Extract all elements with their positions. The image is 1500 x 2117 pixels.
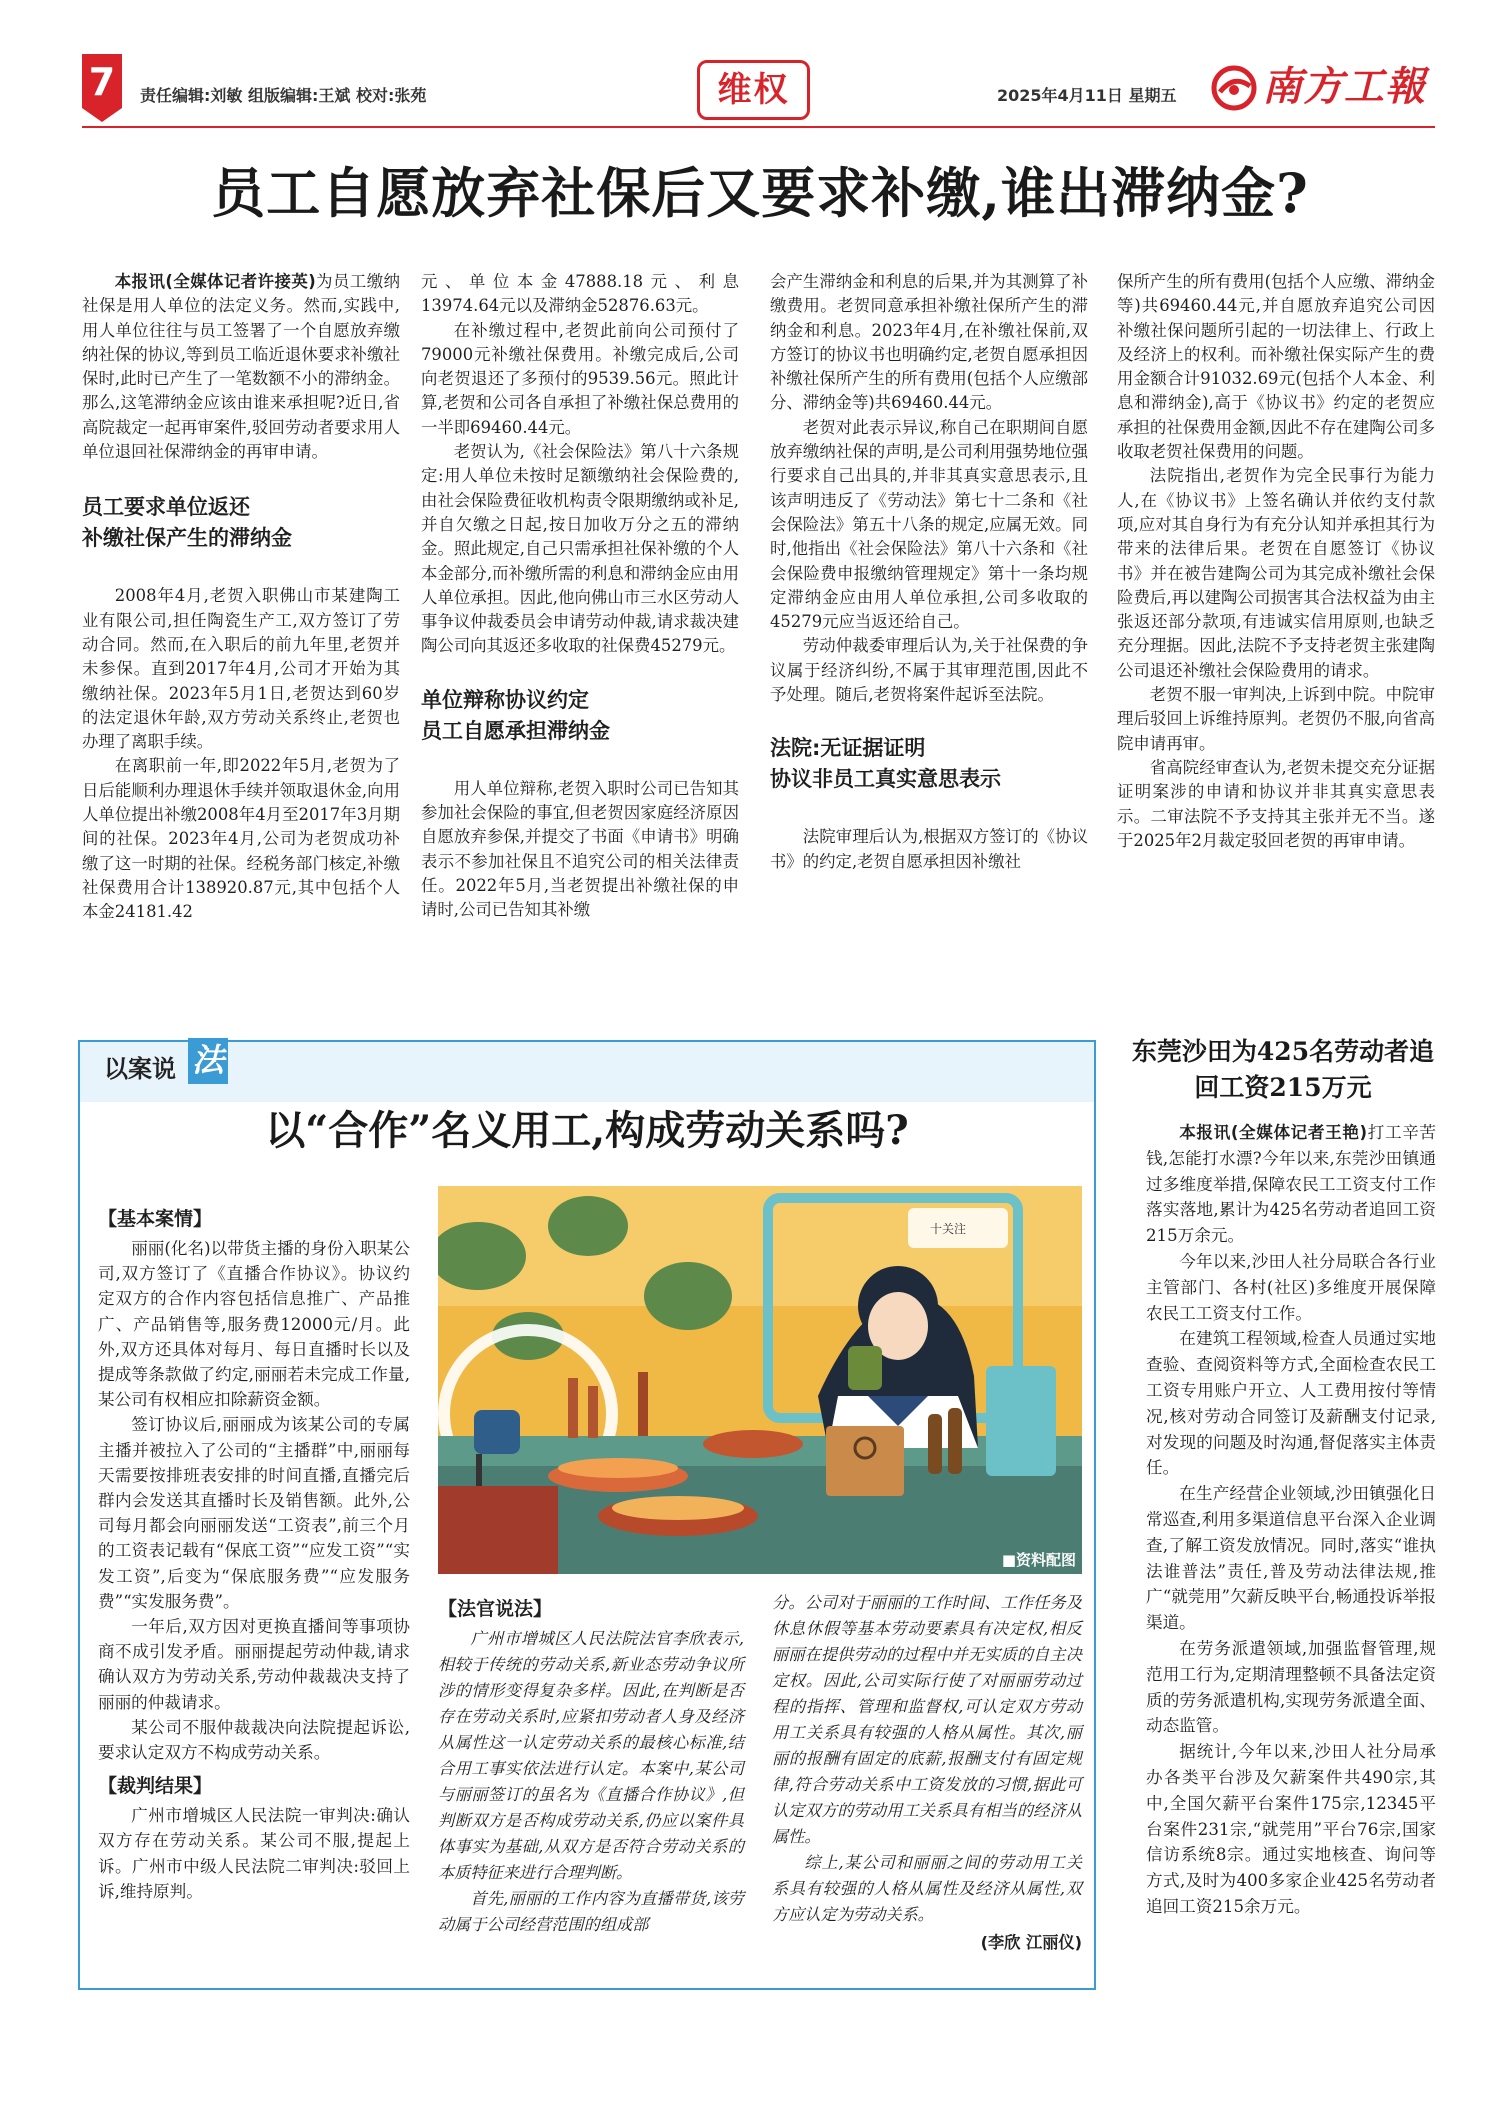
lead-byline: 本报讯(全媒体记者许接英) — [114, 272, 316, 291]
facts-p1: 丽丽(化名)以带货主播的身份入职某公司,双方签订了《直播合作协议》。协议约定双方的合作内容包括信息推广、产品推广、产品销售等,服务费12000元/月。此外,双方还具体对每月、每日直播时长以及提成等条款做了约定,丽丽若未完成工作量,某公司有权相应扣除薪资金额。 — [98, 1239, 410, 1410]
judge-byline: (李欣 江丽仪) — [980, 1933, 1082, 1952]
case-box-title: 以“合作”名义用工,构成劳动关系吗? — [265, 1107, 909, 1154]
illustration-tag: 十关注 — [930, 1222, 967, 1236]
case-box-label: 以案说 — [104, 1055, 176, 1083]
subhead-3: 法院:无证据证明 协议非员工真实意思表示 — [770, 736, 1001, 792]
staff-credits: 责任编辑:刘敏 组版编辑:王斌 校对:张苑 — [140, 86, 427, 105]
facts-p2: 签订协议后,丽丽成为该某公司的专属主播并被拉入了公司的“主播群”中,丽丽每天需要按排班表安排的时间直播,直播完后群内会发送其直播时长及销售额。此外,公司每月都会向丽丽发送“工资表”,前三个月的工资表记载有“保底工资”“应发工资”“实发工资”,后变为“保底服务费”“应发服务费”“实发服务费”。 — [98, 1415, 410, 1611]
logo-emblem-icon — [1210, 64, 1258, 112]
side-p1: 今年以来,沙田人社分局联合各行业主管部门、各村(社区)多维度开展保障农民工工资支付工作。 — [1146, 1251, 1436, 1323]
side-p2: 在建筑工程领域,检查人员通过实地查验、查阅资料等方式,全面检查农民工工资专用账户开立、人工费用按付等情况,核对劳动合同签订及薪酬支付记录,对发现的问题及时沟通,督促落实主体责任。 — [1146, 1329, 1436, 1478]
lead-col2-p2: 老贺认为,《社会保险法》第八十六条规定:用人单位未按时足额缴纳社会保险费的,由社会保险费征收机构责令限期缴纳或补足,并自欠缴之日起,按日加收万分之五的滞纳金。照此规定,自己只需承担社保补缴的个人本金部分,而补缴所需的利息和滞纳金应由用人单位承担。因此,他向佛山市三水区劳动人事争议仲裁委员会申请劳动仲裁,请求裁决建陶公司向其返还多收取的社保费45279元。 — [421, 442, 739, 656]
facts-p3: 一年后,双方因对更换直播间等事项协商不成引发矛盾。丽丽提起劳动仲裁,请求确认双方为劳动关系,劳动仲裁裁决支持了丽丽的仲裁请求。 — [98, 1617, 410, 1712]
result-p1: 广州市增城区人民法院一审判决:确认双方存在劳动关系。某公司不服,提起上诉。广州市中级人民法院二审判决:驳回上诉,维持原判。 — [98, 1806, 410, 1901]
side-headline: 东莞沙田为425名劳动者追回工资215万元 — [1131, 1037, 1435, 1102]
lead-col4-p3: 省高院经审查认为,老贺未提交充分证据证明案涉的申请和协议并非其真实意思表示。二审法院不予支持其主张并无不当。遂于2025年2月裁定驳回老贺的再审申请。 — [1117, 757, 1435, 850]
judge-p2: 首先,丽丽的工作内容为直播带货,该劳动属于公司经营范围的组成部 — [438, 1889, 744, 1934]
case-box — [78, 1040, 1096, 1990]
masthead-logo — [1210, 62, 1435, 114]
lead-col4-p2: 老贺不服一审判决,上诉到中院。中院审理后驳回上诉维持原判。老贺仍不服,向省高院申请再审。 — [1117, 685, 1435, 753]
result-heading: 【裁判结果】 — [98, 1775, 213, 1798]
lead-col-1 — [82, 270, 400, 925]
side-p4: 在劳务派遣领域,加强监督管理,规范用工行为,定期清理整顿不具备法定资质的劳务派遣机构,实现劳务派遣全面、动态监管。 — [1146, 1638, 1436, 1736]
side-p5: 据统计,今年以来,沙田人社分局承办各类平台涉及欠薪案件共490宗,其中,全国欠薪平台案件175宗,12345平台案件231宗,“就莞用”平台76宗,国家信访系统8宗。通过实地核查、询问等方式,及时为400多家企业425名劳动者追回工资215余万元。 — [1146, 1742, 1436, 1916]
lead-col3-p2: 劳动仲裁委审理后认为,关于社保费的争议属于经济纠纷,不属于其审理范围,因此不予处理。随后,老贺将案件起诉至法院。 — [770, 636, 1088, 705]
side-intro: 本报讯(全媒体记者王艳)打工辛苦钱,怎能打水漂?今年以来,东莞沙田镇通过多维度举措,保障农民工工资支付工作落实落地,累计为425名劳动者追回工资215万余元。 — [1146, 1123, 1437, 1246]
judge-p3: 分。公司对于丽丽的工作时间、工作任务及休息休假等基本劳动要素具有决定权,相反丽丽在提供劳动的过程中并无实质的自主决定权。因此,公司实际行使了对丽丽劳动过程的指挥、管理和监督权,可认定双方劳动用工关系具有较强的人格从属性。其次,丽丽的报酬有固定的底薪,报酬支付有固定规律,符合劳动关系中工资发放的习惯,据此可认定双方的劳动用工关系具有相当的经济从属性。 — [772, 1593, 1082, 1846]
illustration — [438, 1186, 1082, 1574]
lead-intro: 本报讯(全媒体记者许接英)为员工缴纳社保是用人单位的法定义务。然而,实践中,用人单位往往与员工签署了一个自愿放弃缴纳社保的协议,等到员工临近退休要求补缴社保时,此时已产生了一笔数额不小的滞纳金。那么,这笔滞纳金应该由谁来承担呢?近日,省高院裁定一起再审案件,驳回劳动者要求用人单位退回社保滞纳金的再审申请。 — [82, 272, 400, 462]
side-byline: 本报讯(全媒体记者王艳) — [1179, 1123, 1368, 1142]
facts-p4: 某公司不服仲裁裁决向法院提起诉讼,要求认定双方不构成劳动关系。 — [98, 1717, 410, 1763]
image-caption: ■资料配图 — [1001, 1551, 1076, 1569]
lead-col2-p1: 在补缴过程中,老贺此前向公司预付了79000元补缴社保费用。补缴完成后,公司向老贺退还了多预付的9539.56元。照此计算,老贺和公司各自承担了补缴社保总费用的一半即69460.44元。 — [421, 320, 739, 437]
lead-col3-p0: 会产生滞纳金和利息的后果,并为其测算了补缴费用。老贺同意承担补缴社保所产生的滞纳金和利息。2023年4月,在补缴社保前,双方签订的协议书也明确约定,老贺自愿承担因补缴社保所产生的所有费用(包括个人应缴部分、滞纳金等)共69460.44元。 — [770, 272, 1088, 413]
case-box-head-tint — [80, 1042, 1094, 1102]
lead-col4-p1: 法院指出,老贺作为完全民事行为能力人,在《协议书》上签名确认并依约支付款项,应对其自身行为有充分认知并承担其行为带来的法律后果。老贺在自愿签订《协议书》并在被告建陶公司为其完成补缴社会保险费后,再以建陶公司损害其合法权益为由主张返还部分款项,有违诚实信用原则,也缺乏充分理据。因此,法院不予支持老贺主张建陶公司退还补缴社会保险费用的请求。 — [1117, 466, 1435, 680]
lead-col-4 — [1117, 270, 1435, 853]
case-box-label-badge — [188, 1038, 228, 1084]
lead-col2-p3: 用人单位辩称,老贺入职时公司已告知其参加社会保险的事宜,但老贺因家庭经济原因自愿放弃参保,并提交了书面《申请书》明确表示不参加社保且不追究公司的相关法律责任。2022年5月,当老贺提出补缴社保的申请时,公司已告知其补缴 — [421, 778, 739, 920]
facts-heading: 【基本案情】 — [98, 1208, 213, 1230]
lead-col-3 — [770, 270, 1088, 874]
lead-col1-p1: 2008年4月,老贺入职佛山市某建陶工业有限公司,担任陶瓷生产工,双方签订了劳动合同。然而,在入职后的前九年里,老贺并未参保。直到2017年4月,公司才开始为其缴纳社保。2023年5月1日,老贺达到60岁的法定退休年龄,双方劳动关系终止,老贺也办理了离职手续。 — [82, 586, 400, 752]
issue-date: 2025年4月11日 星期五 — [997, 86, 1177, 105]
lead-col2-p0: 元、单位本金47888.18元、利息13974.64元以及滞纳金52876.63元。 — [421, 272, 739, 316]
lead-col3-p1: 老贺对此表示异议,称自己在职期间自愿放弃缴纳社保的声明,是公司利用强势地位强行要求自己出具的,并非其真实意思表示,且该声明违反了《劳动法》第七十二条和《社会保险法》第五十八条的规定,应属无效。同时,他指出《社会保险法》第八十六条和《社会保险费申报缴纳管理规定》第十一条均规定滞纳金应由用人单位承担,公司多收取的45279元应当返还给自己。 — [770, 417, 1088, 632]
judge-p1: 广州市增城区人民法院法官李欣表示,相较于传统的劳动关系,新业态劳动争议所涉的情形变得复杂多样。因此,在判断是否存在劳动关系时,应紧扣劳动者人身及经济从属性这一认定劳动关系的最核心标准,结合用工事实依法进行认定。本案中,某公司与丽丽签订的虽名为《直播合作协议》,但判断双方是否构成劳动关系,仍应以案件具体事实为基础,从双方是否符合劳动关系的本质特征来进行合理判断。 — [438, 1629, 744, 1882]
livestream-illustration — [438, 1186, 1082, 1574]
page-number: 7 — [88, 60, 116, 104]
case-facts-col — [98, 1200, 410, 1904]
subhead-2: 单位辩称协议约定 员工自愿承担滞纳金 — [421, 687, 610, 743]
lead-col-2 — [421, 270, 739, 923]
case-box-label-char: 法 — [191, 1041, 224, 1079]
side-p3: 在生产经营企业领域,沙田镇强化日常巡查,利用多渠道信息平台深入企业调查,了解工资发放情况。同时,落实“谁执法谁普法”责任,普及劳动法律法规,推广“就莞用”欠薪反映平台,畅通投诉举报渠道。 — [1146, 1484, 1436, 1633]
judge-col-1 — [438, 1590, 744, 1938]
section-name: 维权 — [717, 70, 790, 110]
page-number-badge — [82, 54, 122, 122]
lead-headline: 员工自愿放弃社保后又要求补缴,谁出滞纳金? — [211, 161, 1309, 225]
logo-text: 南方工報 — [1262, 63, 1426, 110]
header-rule — [82, 126, 1435, 128]
lead-col3-p3: 法院审理后认为,根据双方签订的《协议书》的约定,老贺自愿承担因补缴社 — [770, 827, 1088, 871]
judge-p4: 综上,某公司和丽丽之间的劳动用工关系具有较强的人格从属性及经济从属性,双方应认定为劳动关系。 — [772, 1853, 1082, 1924]
judge-col-2 — [772, 1590, 1082, 1956]
side-article-body — [1146, 1120, 1436, 1920]
judge-heading: 【法官说法】 — [438, 1598, 553, 1620]
lead-col1-p2: 在离职前一年,即2022年5月,老贺为了日后能顺利办理退休手续并领取退休金,向用人单位提出补缴2008年4月至2017年3月期间的社保。2023年4月,公司为老贺成功补缴了这一时期的社保。经税务部门核定,补缴社保费用合计138920.87元,其中包括个人本金24181.42 — [82, 756, 400, 922]
subhead-1: 员工要求单位返还 补缴社保产生的滞纳金 — [82, 495, 292, 551]
lead-col4-p0: 保所产生的所有费用(包括个人应缴、滞纳金等)共69460.44元,并自愿放弃追究公司因补缴社保问题所引起的一切法律上、行政上及经济上的权利。而补缴社保实际产生的费用金额合计91032.69元(包括个人本金、利息和滞纳金),高于《协议书》约定的老贺应承担的社保费用金额,因此不存在建陶公司多收取老贺社保费用的问题。 — [1117, 272, 1435, 462]
section-tag — [697, 60, 810, 120]
